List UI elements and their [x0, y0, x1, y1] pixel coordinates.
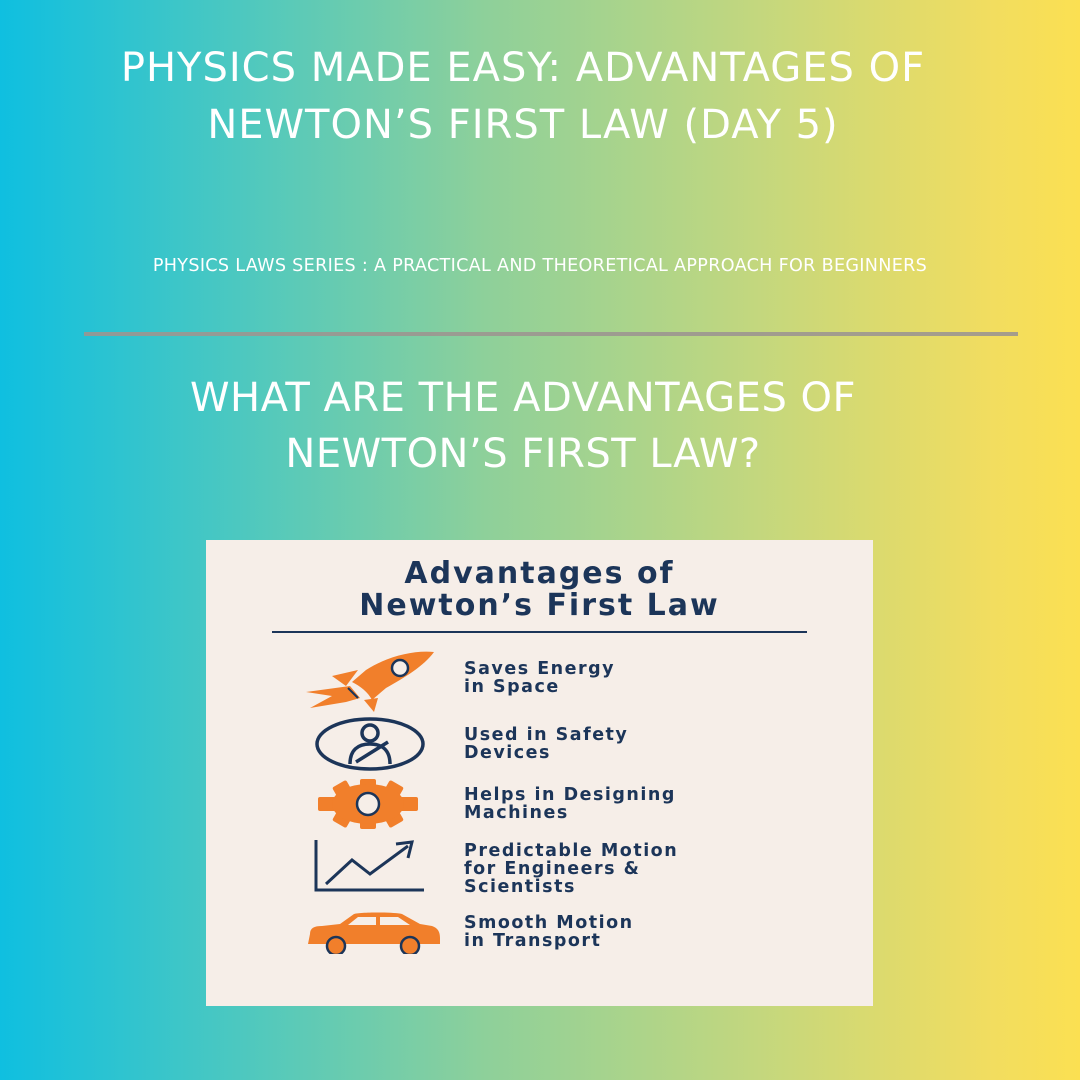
- page-title: [40, 40, 1006, 154]
- infographic-card: [206, 540, 873, 1006]
- item-label: [464, 660, 615, 696]
- trend-chart-icon: [312, 838, 424, 898]
- item-label-line-2: for Engineers &: [464, 859, 641, 879]
- list-item: [206, 716, 873, 772]
- list-item: [206, 836, 873, 897]
- infographic-title-line-2: Newton’s First Law: [359, 588, 720, 623]
- infographic-title-line-1: Advantages of: [404, 556, 675, 591]
- item-label: [464, 914, 634, 950]
- question-line-2: NEWTON’S FIRST LAW?: [285, 431, 761, 477]
- divider: [84, 332, 1018, 336]
- seatbelt-person-icon: [314, 716, 426, 776]
- item-label: [464, 842, 678, 896]
- series-subtitle: PHYSICS LAWS SERIES : A PRACTICAL AND THEORETICAL APPROACH FOR BEGINNERS: [152, 256, 928, 276]
- item-label: [464, 786, 676, 822]
- title-line-2: NEWTON’S FIRST LAW (DAY 5): [207, 102, 839, 148]
- item-label-line-1: Saves Energy: [464, 659, 616, 679]
- list-item: [206, 778, 873, 830]
- item-label-line-2: in Transport: [464, 931, 602, 951]
- title-line-1: PHYSICS MADE EASY: ADVANTAGES OF: [120, 45, 926, 91]
- item-label-line-1: Predictable Motion: [464, 841, 679, 861]
- infographic-rule: [272, 631, 807, 633]
- item-label-line-1: Used in Safety: [464, 725, 629, 745]
- infographic-title: [206, 558, 873, 622]
- gear-icon: [314, 778, 422, 834]
- question-line-1: WHAT ARE THE ADVANTAGES OF: [189, 375, 857, 421]
- car-icon: [304, 910, 444, 958]
- question-heading: [90, 370, 956, 482]
- list-item: [206, 646, 873, 710]
- item-label: [464, 726, 628, 762]
- rocket-icon: [302, 648, 438, 716]
- item-label-line-2: Machines: [464, 803, 569, 823]
- item-label-line-2: in Space: [464, 677, 560, 697]
- item-label-line-2: Devices: [464, 743, 551, 763]
- item-label-line-1: Smooth Motion: [464, 913, 634, 933]
- list-item: [206, 906, 873, 956]
- item-label-line-1: Helps in Designing: [464, 785, 676, 805]
- item-label-line-3: Scientists: [464, 877, 576, 897]
